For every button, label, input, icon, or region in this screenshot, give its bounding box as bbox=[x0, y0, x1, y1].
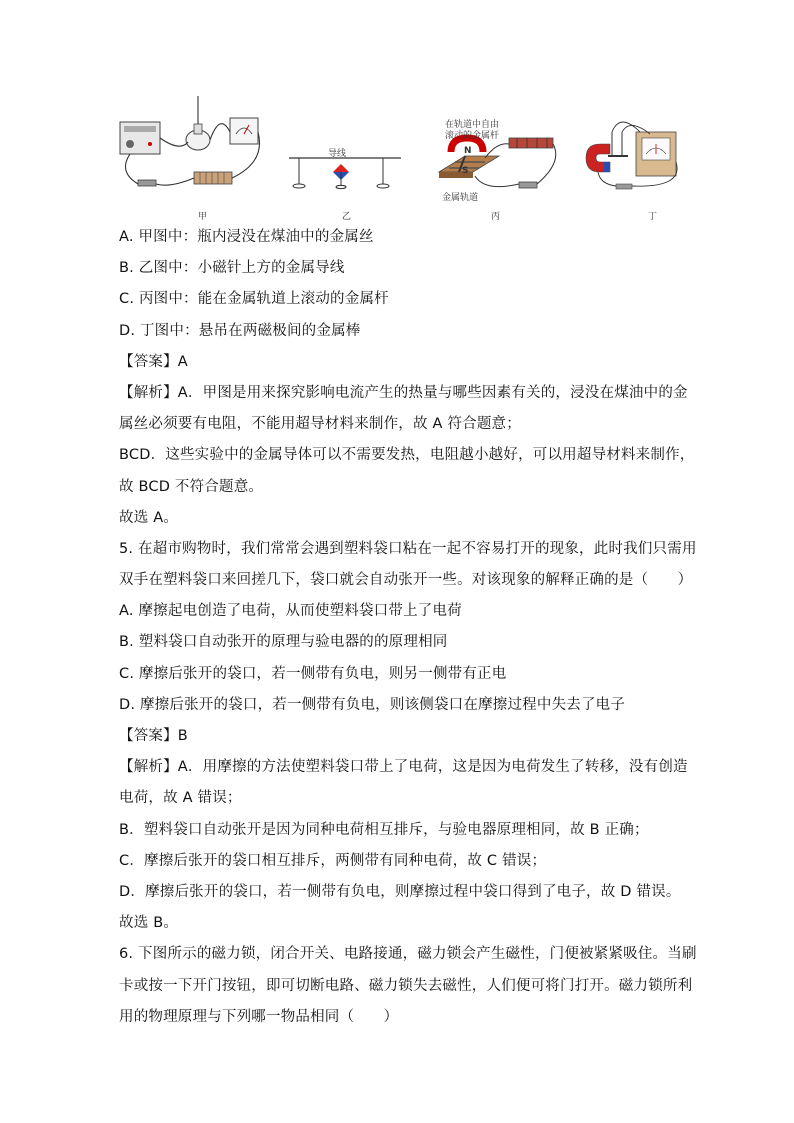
analysis-line: BCD．这些实验中的金属导体可以不需要发热，电阻越小越好，可以用超导材料来制作， bbox=[119, 447, 695, 464]
caption-jia: 甲 bbox=[198, 212, 208, 222]
caption-bing: 丙 bbox=[491, 212, 501, 222]
analysis-line: D．摩擦后张开的袋口，若一侧带有负电，则摩擦过程中袋口得到了电子，故 D 错误。 bbox=[119, 883, 681, 900]
option-c-text: C. 丙图中：能在金属轨道上滚动的金属杆 bbox=[119, 291, 389, 308]
label-pole-n: N bbox=[464, 146, 472, 156]
figure-jia-circuit bbox=[110, 92, 270, 204]
figure-bing-rail bbox=[435, 92, 565, 204]
answer-label: 【答案】A bbox=[119, 353, 188, 370]
caption-ding: 丁 bbox=[648, 212, 658, 222]
option-c-text: C. 摩擦后张开的袋口，若一侧带有负电，则另一侧带有正电 bbox=[119, 665, 507, 682]
option-b-text: B. 塑料袋口自动张开的原理与验电器的的原理相同 bbox=[119, 634, 448, 651]
document-body bbox=[119, 222, 697, 1033]
question-5-line: 双手在塑料袋口来回搓几下，袋口就会自动张开一些。对该现象的解释正确的是（ ） bbox=[119, 572, 693, 589]
analysis-line: 属丝必须要有电阻，不能用超导材料来制作，故 A 符合题意； bbox=[119, 416, 521, 433]
question-6-line: 用的物理原理与下列哪一物品相同（ ） bbox=[119, 1008, 399, 1025]
analysis-line: 【解析】A．用摩擦的方法使塑料袋口带上了电荷，这是因为电荷发生了转移，没有创造 bbox=[119, 759, 688, 776]
analysis-line: 电荷，故 A 错误； bbox=[119, 790, 242, 807]
label-pole-s: S bbox=[462, 166, 469, 176]
label-rod-line-2: 滚动的金属杆 bbox=[445, 131, 500, 141]
conclusion-line: 故选 B。 bbox=[119, 915, 179, 932]
conclusion-line: 故选 A。 bbox=[119, 509, 179, 526]
question-5-line: 5. 在超市购物时，我们常常会遇到塑料袋口粘在一起不容易打开的现象，此时我们只需用 bbox=[119, 540, 697, 557]
caption-yi: 乙 bbox=[342, 212, 352, 222]
question-6-line: 6. 下图所示的磁力锁，闭合开关、电路接通，磁力锁会产生磁性，门便被紧紧吸住。当刷 bbox=[119, 946, 697, 963]
analysis-line: 故 BCD 不符合题意。 bbox=[119, 478, 264, 495]
option-b-text: B. 乙图中：小磁针上方的金属导线 bbox=[119, 260, 345, 277]
label-wire: 导线 bbox=[328, 149, 347, 159]
option-d-text: D. 丁图中：悬吊在两磁极间的金属棒 bbox=[119, 322, 361, 339]
option-d-text: D. 摩擦后张开的袋口，若一侧带有负电，则该侧袋口在摩擦过程中失去了电子 bbox=[119, 696, 626, 713]
figure-row bbox=[110, 92, 690, 222]
option-a-text: A. 摩擦起电创造了电荷，从而使塑料袋口带上了电荷 bbox=[119, 603, 462, 620]
question-6-line: 卡或按一下开门按钮，即可切断电路、磁力锁失去磁性，人们便可将门打开。磁力锁所利 bbox=[119, 977, 693, 994]
option-a-text: A. 甲图中：瓶内浸没在煤油中的金属丝 bbox=[119, 229, 374, 245]
label-rod-line-1: 在轨道中自由 bbox=[445, 120, 500, 130]
label-rail: 金属轨道 bbox=[442, 193, 479, 203]
figure-ding-rod bbox=[580, 92, 690, 204]
answer-label: 【答案】B bbox=[119, 728, 188, 744]
analysis-line: 【解析】A．甲图是用来探究影响电流产生的热量与哪些因素有关的，浸没在煤油中的金 bbox=[119, 384, 688, 401]
analysis-line: C．摩擦后张开的袋口相互排斥，两侧带有同种电荷，故 C 错误； bbox=[119, 852, 547, 869]
analysis-line: B．塑料袋口自动张开是因为同种电荷相互排斥，与验电器原理相同，故 B 正确； bbox=[119, 821, 649, 838]
